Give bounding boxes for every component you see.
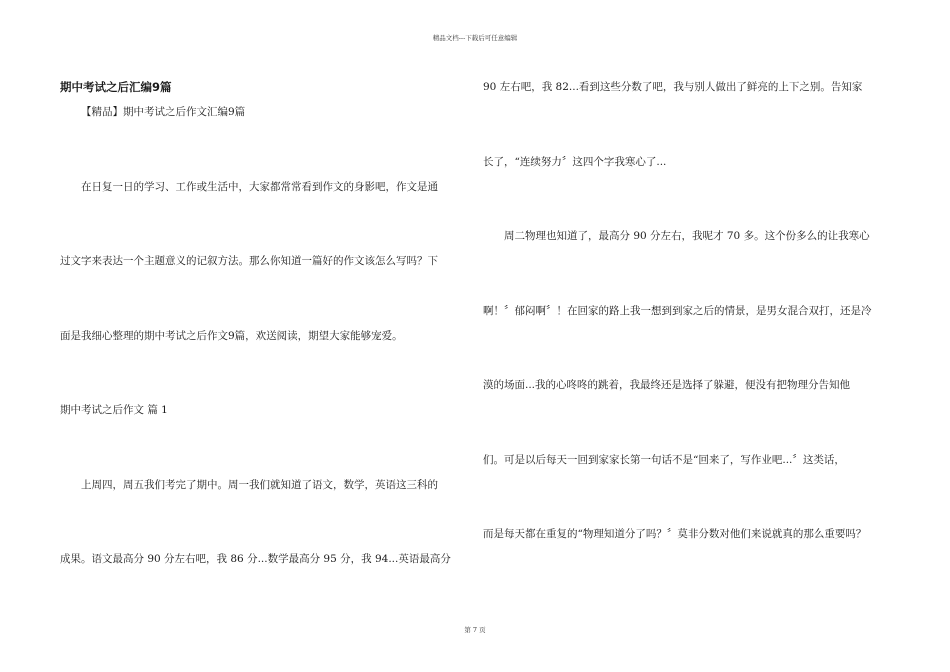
body-line-3: 90 左右吧，我 82...看到这些分数了吧，我与别人做出了鲜亮的上下之别。告知家 [483, 81, 863, 93]
page-number: 第 7 页 [464, 626, 486, 634]
body-line-9: 而是每天都在重复的“物理知道分了吗？〞莫非分数对他们来说就真的那么重要吗？ [483, 528, 867, 540]
document-subtitle: 【精品】期中考试之后作文汇编9篇 [81, 106, 246, 118]
body-line-2: 成果。语文最高分 90 分左右吧，我 86 分...数学最高分 95 分，我 94...英语最高分 [60, 553, 451, 565]
body-line-5: 周二物理也知道了，最高分 90 分左右，我呢才 70 多。这个份多么的让我寒心 [504, 230, 870, 242]
section-heading: 期中考试之后作文 篇 1 [60, 404, 168, 416]
body-line-4: 长了，“连续努力〞这四个字我寒心了... [483, 156, 667, 168]
body-line-1: 上周四，周五我们考完了期中。周一我们就知道了语文，数学，英语这三科的 [81, 479, 438, 491]
body-line-6: 啊！〞郁闷啊〞！在回家的路上我一想到到家之后的情景，是男女混合双打，还是冷 [483, 305, 872, 317]
intro-line-1: 在日复一日的学习、工作或生活中，大家都常常看到作文的身影吧，作文是通 [81, 181, 438, 193]
intro-line-3: 面是我细心整理的期中考试之后作文9篇，欢送阅读，期望大家能够宠爱。 [60, 330, 403, 342]
intro-line-2: 过文字来表达一个主题意义的记叙方法。那么你知道一篇好的作文该怎么写吗？下 [60, 255, 438, 267]
body-line-8: 们。可是以后每天一回到家家长第一句话不是“回来了，写作业吧...〞这类话， [483, 454, 845, 466]
page-header: 精品文档---下载后可任意编辑 [432, 34, 518, 42]
document-title: 期中考试之后汇编9篇 [60, 80, 172, 94]
body-line-7: 漠的场面...我的心咚咚的跳着，我最终还是选择了躲避，便没有把物理分告知他 [483, 379, 851, 391]
